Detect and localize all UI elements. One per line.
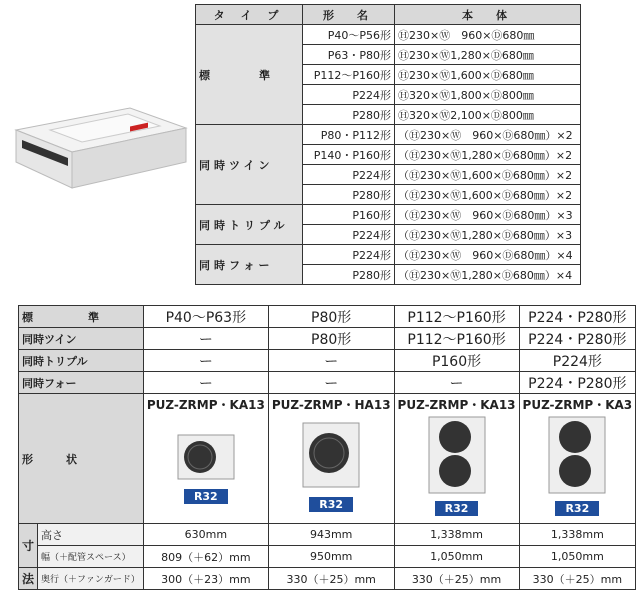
header-type: タ イ プ (196, 5, 303, 25)
group-standard: 標 準 (196, 25, 303, 125)
capacity-cell: P224・P280形 (519, 306, 636, 328)
row-label-triple: 同時トリプル (19, 350, 144, 372)
outdoor-unit-small-image (176, 433, 236, 483)
capacity-cell: ー (143, 328, 268, 350)
model-name: PUZ-ZRMP・KA13 (146, 398, 265, 412)
group-four: 同時フォー (196, 245, 303, 285)
dim-cell: 950mm (268, 546, 394, 568)
model-name: PUZ-ZRMP・KA13 (397, 398, 516, 412)
model-cell: P224形 (303, 245, 395, 265)
model-cell: P80・P112形 (303, 125, 395, 145)
row-label-shape: 形 状 (19, 394, 144, 524)
dim-cell: 809（＋62）mm (143, 546, 268, 568)
dim-cell: 300（＋23）mm (143, 568, 268, 590)
dim-cell: 1,050mm (519, 546, 636, 568)
outdoor-unit-large-image (547, 415, 607, 495)
dim-cell: 330（＋25）mm (394, 568, 519, 590)
capacity-cell: P112〜P160形 (394, 328, 519, 350)
body-size-cell: Ⓗ230×Ⓦ 960×Ⓓ680㎜ (395, 25, 581, 45)
dim-cell: 330（＋25）mm (519, 568, 636, 590)
dim-cell: 1,050mm (394, 546, 519, 568)
refrigerant-badge: R32 (184, 489, 228, 504)
body-size-cell: Ⓗ230×Ⓦ1,280×Ⓓ680㎜ (395, 45, 581, 65)
header-model: 形 名 (303, 5, 395, 25)
model-name: PUZ-ZRMP・HA13 (271, 398, 391, 412)
body-size-cell: （Ⓗ230×Ⓦ 960×Ⓓ680㎜）×4 (395, 245, 581, 265)
dim-cell: 330（＋25）mm (268, 568, 394, 590)
body-size-cell: （Ⓗ230×Ⓦ1,280×Ⓓ680㎜）×2 (395, 145, 581, 165)
dim-cell: 1,338mm (394, 524, 519, 546)
group-triple: 同時トリプル (196, 205, 303, 245)
model-cell: P112〜P160形 (303, 65, 395, 85)
model-name: PUZ-ZRMP・KA3 (522, 398, 633, 412)
model-cell: P280形 (303, 105, 395, 125)
model-cell: P280形 (303, 265, 395, 285)
capacity-cell: ー (268, 372, 394, 394)
refrigerant-badge: R32 (435, 501, 479, 516)
refrigerant-badge: R32 (309, 497, 353, 512)
body-size-cell: Ⓗ320×Ⓦ1,800×Ⓓ800㎜ (395, 85, 581, 105)
dim-group-char-1: 寸 (19, 524, 38, 568)
model-cell: P224形 (303, 225, 395, 245)
capacity-cell: P224・P280形 (519, 328, 636, 350)
row-label-standard: 標 準 (19, 306, 144, 328)
row-label-four: 同時フォー (19, 372, 144, 394)
outdoor-unit-medium-image (301, 421, 361, 491)
outdoor-unit-large-image (427, 415, 487, 495)
outdoor-unit-cell (519, 394, 636, 524)
capacity-cell: P80形 (268, 306, 394, 328)
capacity-cell: P224形 (519, 350, 636, 372)
dim-label-width: 幅（＋配管スペース） (38, 546, 144, 568)
body-size-cell: Ⓗ230×Ⓦ1,600×Ⓓ680㎜ (395, 65, 581, 85)
indoor-unit-image (10, 100, 188, 195)
capacity-cell: P80形 (268, 328, 394, 350)
model-cell: P224形 (303, 85, 395, 105)
capacity-cell: P112〜P160形 (394, 306, 519, 328)
outdoor-unit-cell (268, 394, 394, 524)
refrigerant-badge: R32 (555, 501, 599, 516)
outdoor-unit-cell (143, 394, 268, 524)
dim-cell: 630mm (143, 524, 268, 546)
dim-cell: 943mm (268, 524, 394, 546)
model-cell: P140・P160形 (303, 145, 395, 165)
model-cell: P280形 (303, 185, 395, 205)
row-label-twin: 同時ツイン (19, 328, 144, 350)
outdoor-unit-table (18, 305, 636, 590)
body-size-cell: Ⓗ320×Ⓦ2,100×Ⓓ800㎜ (395, 105, 581, 125)
indoor-unit-size-table (195, 4, 581, 285)
dim-group-char-2: 法 (19, 568, 38, 590)
dim-cell: 1,338mm (519, 524, 636, 546)
dim-label-depth: 奥行（＋ファンガード） (38, 568, 144, 590)
body-size-cell: （Ⓗ230×Ⓦ1,280×Ⓓ680㎜）×4 (395, 265, 581, 285)
capacity-cell: ー (268, 350, 394, 372)
model-cell: P63・P80形 (303, 45, 395, 65)
body-size-cell: （Ⓗ230×Ⓦ1,600×Ⓓ680㎜）×2 (395, 165, 581, 185)
capacity-cell: P40〜P63形 (143, 306, 268, 328)
model-cell: P224形 (303, 165, 395, 185)
model-cell: P160形 (303, 205, 395, 225)
outdoor-unit-cell (394, 394, 519, 524)
body-size-cell: （Ⓗ230×Ⓦ 960×Ⓓ680㎜）×3 (395, 205, 581, 225)
body-size-cell: （Ⓗ230×Ⓦ1,600×Ⓓ680㎜）×2 (395, 185, 581, 205)
dim-label-height: 高さ (38, 524, 144, 546)
capacity-cell: P224・P280形 (519, 372, 636, 394)
model-cell: P40〜P56形 (303, 25, 395, 45)
header-body: 本 体 (395, 5, 581, 25)
capacity-cell: ー (143, 350, 268, 372)
capacity-cell: ー (143, 372, 268, 394)
body-size-cell: （Ⓗ230×Ⓦ 960×Ⓓ680㎜）×2 (395, 125, 581, 145)
capacity-cell: P160形 (394, 350, 519, 372)
capacity-cell: ー (394, 372, 519, 394)
body-size-cell: （Ⓗ230×Ⓦ1,280×Ⓓ680㎜）×3 (395, 225, 581, 245)
group-twin: 同時ツイン (196, 125, 303, 205)
